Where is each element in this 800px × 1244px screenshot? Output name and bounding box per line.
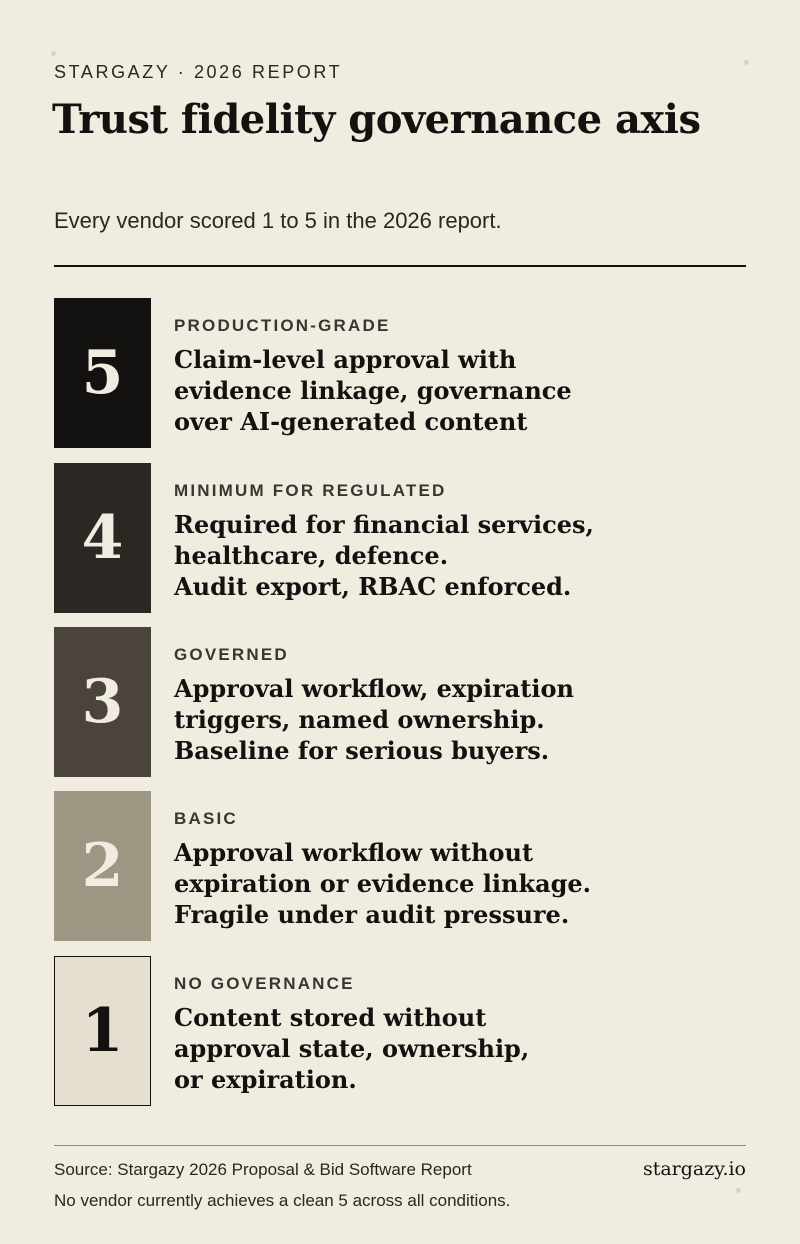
tier-description: Approval workflow, expiration triggers, named ownership. Baseline for serious buyers. — [174, 674, 574, 765]
footer-divider — [54, 1145, 746, 1146]
tier-description: Required for financial services, healthcare, defence. Audit export, RBAC enforced. — [174, 510, 594, 601]
tier-description: Content stored without approval state, ownership, or expiration. — [174, 1003, 530, 1094]
tier-description: Approval workflow without expiration or evidence linkage. Fragile under audit pressure. — [174, 838, 592, 929]
tier-label: PRODUCTION-GRADE — [174, 316, 391, 335]
tier-label: MINIMUM FOR REGULATED — [174, 481, 447, 500]
footnote: No vendor currently achieves a clean 5 across all conditions. — [54, 1191, 511, 1210]
tier-row-3 — [54, 627, 746, 777]
decorative-dot — [51, 51, 56, 56]
tier-row-2 — [54, 791, 746, 941]
tier-label: GOVERNED — [174, 645, 289, 664]
score-box: 1 — [54, 956, 151, 1106]
score-box: 3 — [54, 627, 151, 777]
eyebrow-label: STARGAZY · 2026 REPORT — [54, 62, 343, 82]
tier-row-1 — [54, 956, 746, 1106]
tier-label: NO GOVERNANCE — [174, 974, 355, 993]
page-title: Trust fidelity governance axis — [52, 96, 701, 143]
source-note: Source: Stargazy 2026 Proposal & Bid Software Report — [54, 1160, 472, 1179]
tier-label: BASIC — [174, 809, 238, 828]
decorative-dot — [744, 60, 749, 65]
score-box: 5 — [54, 298, 151, 448]
decorative-dot — [736, 1188, 741, 1193]
tier-description: Claim-level approval with evidence linkage, governance over AI-generated content — [174, 345, 572, 436]
page-subtitle: Every vendor scored 1 to 5 in the 2026 report. — [54, 208, 502, 233]
brand-link[interactable]: stargazy.io — [642, 1158, 746, 1180]
score-box: 4 — [54, 463, 151, 613]
tier-row-5 — [54, 298, 746, 448]
header-divider — [54, 265, 746, 267]
score-box: 2 — [54, 791, 151, 941]
tier-row-4 — [54, 463, 746, 613]
